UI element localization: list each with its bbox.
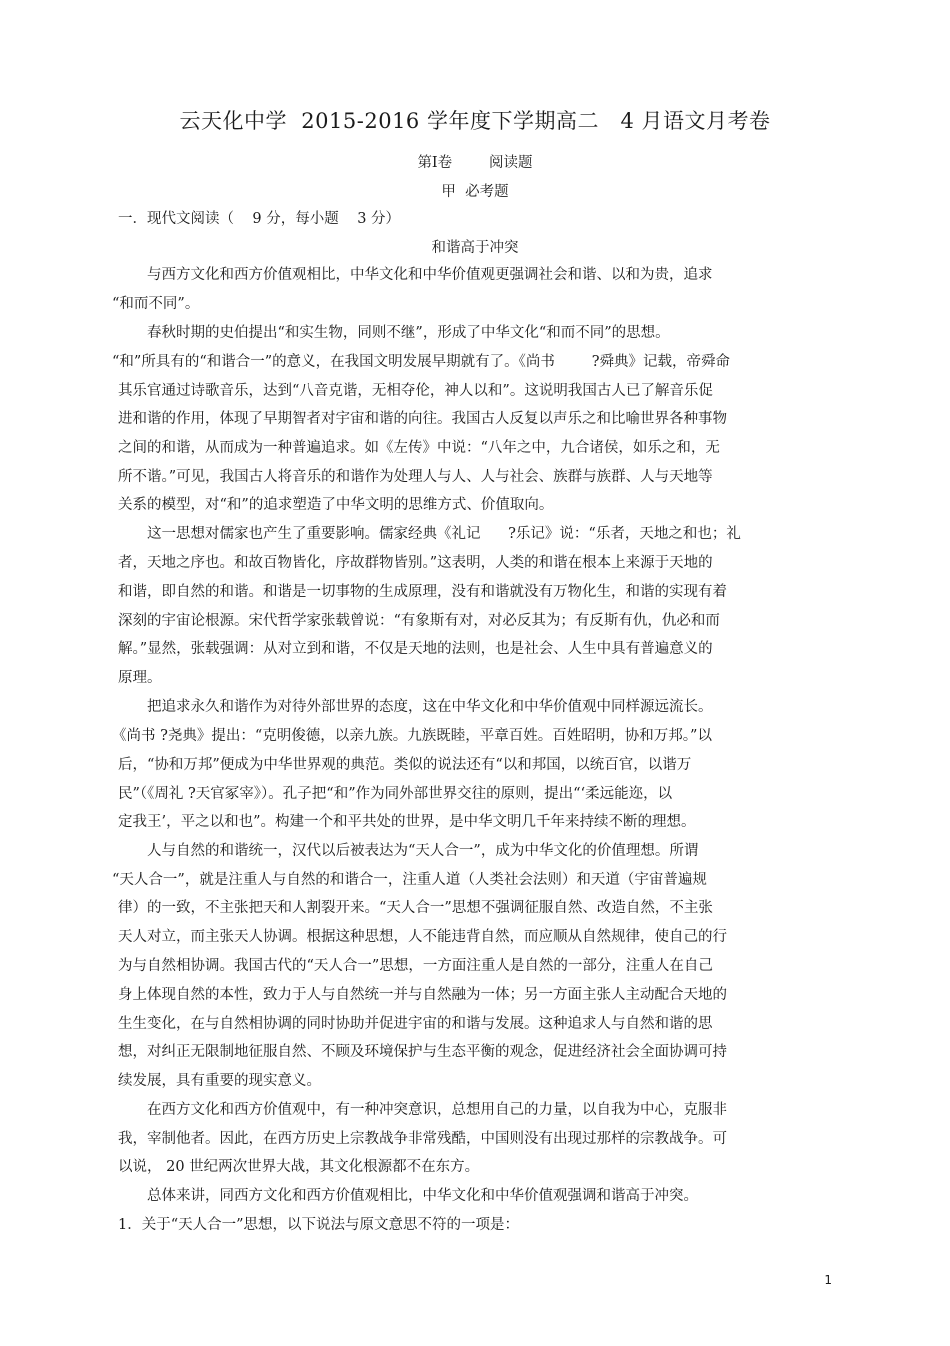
text-line: 和谐，即自然的和谐。和谐是一切事物的生成原理，没有和谐就没有万物化生，和谐的实现有着 (118, 584, 727, 600)
text-line: 关系的模型，对“和”的追求塑造了中华文明的思维方式、价值取向。 (118, 497, 554, 513)
text-line: 其乐官通过诗歌音乐，达到“八音克谐，无相夺伦，神人以和”。这说明我国古人已了解音乐促 (118, 383, 713, 399)
text-line: 我，宰制他者。因此，在西方历史上宗教战争非常残酷，中国则没有出现过那样的宗教战争。可 (118, 1131, 727, 1147)
subsection-heading: 甲 必考题 (441, 184, 509, 200)
text-line: 者，天地之序也。和故百物皆化，序故群物皆别。”这表明，人类的和谐在根本上来源于天地的 (118, 555, 713, 571)
text-line: 在西方文化和西方价值观中，有一种冲突意识，总想用自己的力量，以自我为中心，克服非 (147, 1102, 727, 1118)
exam-title: 云天化中学 2015-2016 学年度下学期高二 4 月语文月考卷 (179, 109, 771, 133)
question-1: 1．关于“天人合一”思想，以下说法与原文意思不符的一项是： (118, 1217, 520, 1233)
text-line: 生生变化，在与自然相协调的同时协助并促进宇宙的和谐与发展。这种追求人与自然和谐的思 (118, 1016, 713, 1032)
text-line: 解。”显然，张载强调：从对立到和谐，不仅是天地的法则，也是社会、人生中具有普遍意义的 (118, 641, 713, 657)
text-line: 所不谐。”可见，我国古人将音乐的和谐作为处理人与人、人与社会、族群与族群、人与天地等 (118, 469, 713, 485)
volume-heading: 第Ⅰ卷 阅读题 (417, 155, 533, 171)
text-line: 之间的和谐，从而成为一种普遍追求。如《左传》中说：“八年之中，九合诸侯，如乐之和，无 (118, 440, 720, 456)
text-line: 为与自然相协调。我国古代的“天人合一”思想，一方面注重人是自然的一部分，注重人在自己 (118, 958, 713, 974)
text-line: 想，对纠正无限制地征服自然、不顾及环境保护与生态平衡的观念，促进经济社会全面协调可持 (118, 1044, 727, 1060)
text-line: 律）的一致，不主张把天和人割裂开来。“天人合一”思想不强调征服自然、改造自然，不主张 (118, 900, 713, 916)
text-line: 把追求永久和谐作为对待外部世界的态度，这在中华文化和中华价值观中同样源远流长。 (147, 699, 713, 715)
article-title: 和谐高于冲突 (431, 240, 519, 256)
text-line: “天人合一”，就是注重人与自然的和谐合一，注重人道（人类社会法则）和天道（宇宙普遍规 (112, 872, 707, 888)
text-line: 《尚书 ?尧典》提出：“克明俊德，以亲九族。九族既睦，平章百姓。百姓昭明，协和万邦。”以 (112, 728, 712, 744)
text-line: 以说， 20 世纪两次世界大战，其文化根源都不在东方。 (118, 1159, 480, 1175)
text-line: 春秋时期的史伯提出“和实生物，同则不继”，形成了中华文化“和而不同”的思想。 (147, 325, 670, 341)
text-line: 人与自然的和谐统一，汉代以后被表达为“天人合一”，成为中华文化的价值理想。所谓 (147, 843, 699, 859)
text-line: 续发展，具有重要的现实意义。 (118, 1073, 321, 1089)
text-line: 深刻的宇宙论根源。宋代哲学家张载曾说：“有象斯有对，对必反其为；有反斯有仇，仇必和而 (118, 613, 720, 629)
text-line: 后，“协和万邦”便成为中华世界观的典范。类似的说法还有“以和邦国，以统百官，以谐万 (118, 757, 692, 773)
page-number: 1 (824, 1273, 832, 1287)
section-heading: 一．现代文阅读（ 9 分，每小题 3 分） (118, 211, 401, 227)
text-line: 天人对立，而主张天人协调。根据这种思想，人不能违背自然，而应顺从自然规律，使自己的行 (118, 929, 727, 945)
text-line: 身上体现自然的本性，致力于人与自然统一并与自然融为一体；另一方面主张人主动配合天地的 (118, 987, 727, 1003)
text-line: 民”（《周礼 ?天官冢宰》）。孔子把“和”作为同外部世界交往的原则，提出“‘柔远能迩，以 (118, 786, 673, 802)
text-line: “和”所具有的“和谐合一”的意义，在我国文明发展早期就有了。《尚书 ?舜典》记载，帝舜命 (112, 354, 731, 370)
text-line: 原理。 (118, 670, 162, 686)
text-line: 这一思想对儒家也产生了重要影响。儒家经典《礼记 ?乐记》说：“乐者，天地之和也；礼 (147, 526, 741, 542)
text-line: 总体来讲，同西方文化和西方价值观相比，中华文化和中华价值观强调和谐高于冲突。 (147, 1188, 698, 1204)
text-line: 进和谐的作用，体现了早期智者对宇宙和谐的向往。我国古人反复以声乐之和比喻世界各种事物 (118, 411, 727, 427)
text-line: “和而不同”。 (112, 296, 200, 312)
text-line: 定我王’，平之以和也”。构建一个和平共处的世界，是中华文明几千年来持续不断的理想。 (118, 814, 696, 830)
text-line: 与西方文化和西方价值观相比，中华文化和中华价值观更强调社会和谐、以和为贵，追求 (147, 267, 713, 283)
